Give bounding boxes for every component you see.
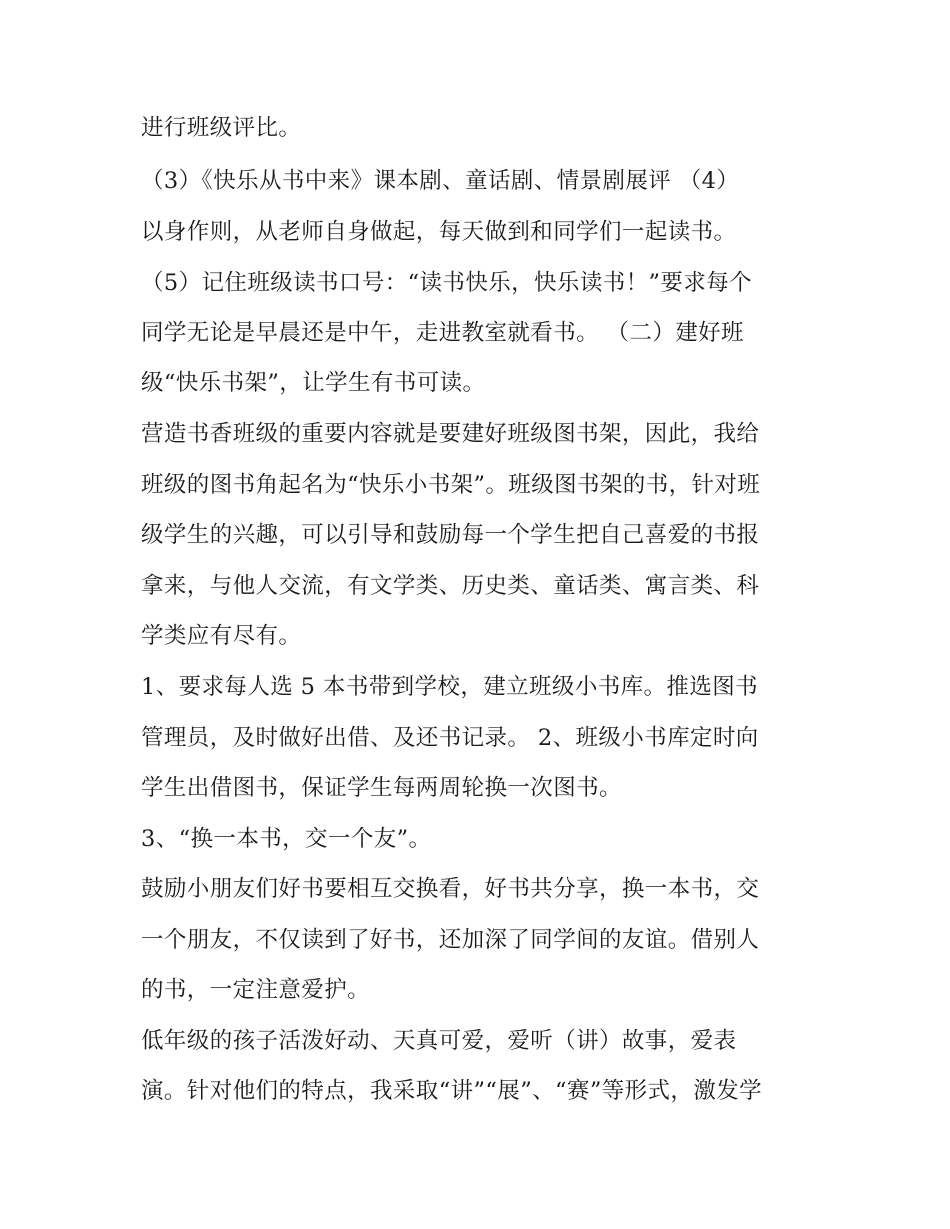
- text-line: 同学无论是早晨还是中午，走进教室就看书。 （二）建好班: [141, 320, 744, 346]
- text-line: 演。针对他们的特点，我采取“讲”“展”、“赛”等形式，激发学: [141, 1078, 763, 1104]
- text-line: 3、“换一本书，交一个友”。: [141, 826, 432, 852]
- text-line: 班级的图书角起名为“快乐小书架”。班级图书架的书，针对班: [141, 472, 761, 498]
- text-line: 学类应有尽有。: [141, 623, 302, 649]
- text-line: 拿来，与他人交流，有文学类、历史类、童话类、寓言类、科: [141, 573, 760, 599]
- text-line: 的书，一定注意爱护。: [141, 977, 371, 1003]
- text-line: 鼓励小朋友们好书要相互交换看，好书共分享，换一本书，交: [141, 876, 760, 902]
- text-line: 营造书香班级的重要内容就是要建好班级图书架，因此，我给: [141, 421, 760, 447]
- text-line: （3）《快乐从书中来》课本剧、童话剧、情景剧展评 （4）: [141, 168, 740, 194]
- text-line: 一个朋友，不仅读到了好书，还加深了同学间的友谊。借别人: [141, 927, 760, 953]
- text-line: 以身作则，从老师自身做起，每天做到和同学们一起读书。: [141, 219, 737, 245]
- text-line: 管理员，及时做好出借、及还书记录。 2、班级小书库定时向: [141, 725, 759, 751]
- text-line: （5）记住班级读书口号：“读书快乐，快乐读书！”要求每个: [141, 270, 753, 296]
- text-line: 级“快乐书架”，让学生有书可读。: [141, 370, 486, 396]
- text-line: 级学生的兴趣，可以引导和鼓励每一个学生把自己喜爱的书报: [141, 522, 760, 548]
- text-line: 进行班级评比。: [141, 115, 302, 141]
- text-line: 低年级的孩子活泼好动、天真可爱，爱听（讲）故事，爱表: [141, 1028, 737, 1054]
- text-line: 1、要求每人选 5 本书带到学校，建立班级小书库。推选图书: [141, 674, 759, 700]
- text-line: 学生出借图书，保证学生每两周轮换一次图书。: [141, 775, 622, 801]
